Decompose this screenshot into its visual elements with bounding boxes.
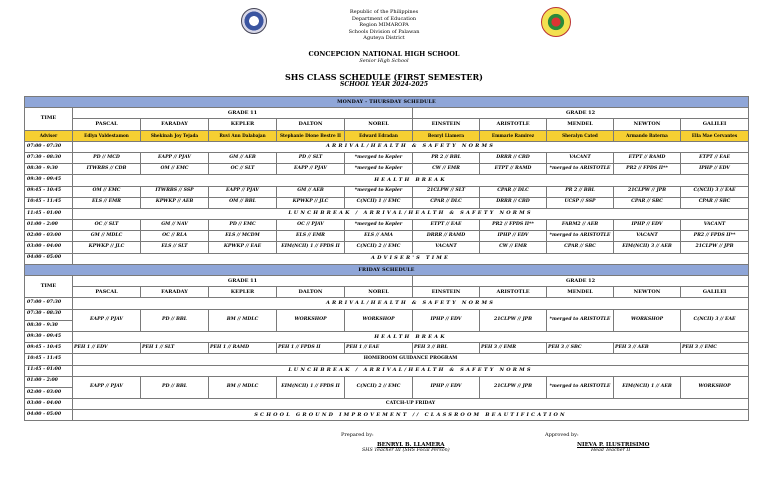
class-cell: C(NCII) 3 // EAE [681, 309, 749, 331]
class-cell: VACANT [413, 242, 480, 253]
activity-span: HEALTH BREAK [73, 175, 749, 186]
section-name: KEPLER [209, 119, 277, 130]
class-cell: OM // EMC [141, 164, 209, 175]
class-cell: PD // EMC [209, 220, 277, 231]
class-cell: C(NCII) 1 // EMC [345, 197, 413, 208]
section-name: EINSTEIN [413, 287, 480, 298]
adviser-label: Adviser [25, 130, 73, 141]
schedule-row [25, 331, 749, 342]
class-cell: PR2 // FPDS II** [614, 164, 681, 175]
friday-schedule-bar: FRIDAY SCHEDULE [25, 264, 749, 275]
section-name: FARADAY [141, 119, 209, 130]
time-slot: 04:00 - 05:00 [25, 253, 73, 264]
class-cell: GM // MDLC [73, 231, 141, 242]
adviser-name: Edward Edradan [345, 130, 413, 141]
class-cell: *merged to ARISTOTLE [547, 231, 614, 242]
header-line: Region MIMAROPA [359, 22, 409, 28]
class-cell: EAPP // PJAV [73, 376, 141, 398]
section-name: MENDEL [547, 287, 614, 298]
class-cell: ETPT // RAMD [480, 164, 547, 175]
adviser-name: Shekinah Joy Tejada [141, 130, 209, 141]
class-cell: BM // MDLC [209, 376, 277, 398]
section-name: NEWTON [614, 287, 681, 298]
schedule-row [25, 208, 749, 219]
activity-span: CATCH-UP FRIDAY [73, 399, 749, 410]
class-cell: OC // SLT [73, 220, 141, 231]
class-cell: PEH 3 // EMR [480, 343, 547, 354]
schedule-row [25, 253, 749, 264]
schedule-row [25, 399, 749, 410]
section-name: PASCAL [73, 119, 141, 130]
class-cell: ETPT // EAE [681, 152, 749, 163]
class-cell: OM // EMC [73, 186, 141, 197]
schedule-row [25, 354, 749, 365]
class-cell: *merged to Kepler [345, 152, 413, 163]
time-slot: 02:00 - 03:00 [25, 387, 73, 398]
time-slot: 01:00 - 2:00 [25, 220, 73, 231]
section-name: NOBEL [345, 119, 413, 130]
class-cell: IPHP // EDV [413, 376, 480, 398]
section-name: FARADAY [141, 287, 209, 298]
time-slot: 08:30 - 9:30 [25, 164, 73, 175]
class-cell: ETPT // RAMD [614, 152, 681, 163]
header-line: Aguteya District [363, 35, 405, 41]
header-line: Schools Division of Palawan [348, 28, 420, 35]
approved-by-label: Approved by: [545, 432, 579, 438]
grade-11-header: GRADE 11 [73, 108, 413, 119]
class-cell: PD // MCD [73, 152, 141, 163]
class-cell: ELS // EMR [277, 231, 345, 242]
schedule-row [25, 298, 749, 309]
class-cell: C(NCII) 2 // EMC [345, 242, 413, 253]
time-slot: 09:30 - 09:45 [25, 175, 73, 186]
activity-span: ARRIVAL/HEALTH & SAFETY NORMS [73, 141, 749, 152]
class-cell: PEH 3 // AEB [614, 343, 681, 354]
class-cell: GM // AEB [209, 152, 277, 163]
grade-header-row [25, 108, 749, 119]
adviser-name: Ruvi Ann Dalabajan [209, 130, 277, 141]
class-cell: GM // AEB [277, 186, 345, 197]
time-slot: 03:00 - 04:00 [25, 242, 73, 253]
activity-span: HEALTH BREAK [73, 331, 749, 342]
class-cell: VACANT [614, 231, 681, 242]
class-cell: *merged to Kepler [345, 186, 413, 197]
class-cell: DRRR // RAMD [413, 231, 480, 242]
section-name: EINSTEIN [413, 119, 480, 130]
class-cell: *merged to ARISTOTLE [547, 309, 614, 331]
schedule-row [25, 309, 749, 320]
class-cell: PEH 3 // BBL [413, 343, 480, 354]
approved-by-position: Head Teacher II [591, 447, 631, 453]
class-cell: UCSP // SSP [547, 197, 614, 208]
adviser-name: Emmarie Ramirez [480, 130, 547, 141]
class-cell: PEH 1 // FPDS II [277, 343, 345, 354]
time-slot: 09:45 - 10:45 [25, 343, 73, 354]
adviser-name: Armando Baterna [614, 130, 681, 141]
class-cell: CPAR // SBC [681, 197, 749, 208]
class-cell: GM // NAV [141, 220, 209, 231]
class-cell: EAPP // PJAV [209, 186, 277, 197]
time-slot: 10:45 - 11:45 [25, 354, 73, 365]
grade-12-header: GRADE 12 [413, 276, 749, 287]
class-cell: KPWKP // JLC [73, 242, 141, 253]
class-cell: EIM(NCII) 3 // AEB [614, 242, 681, 253]
class-cell: CW // EMR [413, 164, 480, 175]
section-name: GALILEI [681, 119, 749, 130]
grade-11-header: GRADE 11 [73, 276, 413, 287]
class-cell: EIM(NCII) 1 // FPDS II [277, 242, 345, 253]
class-cell: WORKSHOP [614, 309, 681, 331]
time-slot: 08:30 - 9:30 [25, 320, 73, 331]
class-cell: PD // BBL [141, 309, 209, 331]
class-cell: EIM(NCII) 1 // AEB [614, 376, 681, 398]
class-cell: CPAR // DLC [480, 186, 547, 197]
activity-span: HOMEROOM GUIDANCE PROGRAM [73, 354, 749, 365]
class-cell: PR2 // FPDS II** [480, 220, 547, 231]
section-name: KEPLER [209, 287, 277, 298]
class-cell: KPWKP // JLC [277, 197, 345, 208]
document-title: SHS CLASS SCHEDULE (FIRST SEMESTER) [285, 72, 483, 82]
time-slot: 03:00 - 04:00 [25, 399, 73, 410]
adviser-name: Ella Mae Cervantes [681, 130, 749, 141]
class-cell: IPHP // EDV [614, 220, 681, 231]
class-cell: 21CLPW // JPB [480, 376, 547, 398]
time-slot: 07:30 - 08:30 [25, 309, 73, 320]
schedule-row [25, 343, 749, 354]
class-cell: C(NCII) 2 // EMC [345, 376, 413, 398]
class-cell: IPHP // EDV [413, 309, 480, 331]
time-slot: 09:45 - 10:45 [25, 186, 73, 197]
header-line: Republic of the Philippines [349, 9, 419, 15]
class-cell: WORKSHOP [277, 309, 345, 331]
approved-by-name: NIEVA P. ILUSTRISIMO [577, 441, 650, 448]
prepared-by-label: Prepared by: [341, 432, 374, 438]
schedule-table [24, 96, 749, 421]
grade-header-row [25, 276, 749, 287]
class-cell: OC // SLT [209, 164, 277, 175]
class-cell: ITWRBS // CDB [73, 164, 141, 175]
time-slot: 04:00 - 05:00 [25, 410, 73, 421]
class-cell: VACANT [547, 152, 614, 163]
class-cell: PD // SLT [277, 152, 345, 163]
activity-span: LUNCHBREAK / ARRIVAL/HEALTH & SAFETY NORMS [73, 365, 749, 376]
section-name: ARISTOTLE [480, 119, 547, 130]
class-cell: CPAR // SBC [614, 197, 681, 208]
time-slot: 10:45 - 11:45 [25, 197, 73, 208]
mon-thu-schedule-bar: MONDAY - THURSDAY SCHEDULE [25, 97, 749, 108]
class-cell: DRRR // CBD [480, 197, 547, 208]
section-header-row [25, 287, 749, 298]
class-cell: ELS // SLT [141, 242, 209, 253]
prepared-by-block [341, 433, 450, 453]
class-cell: PEH 1 // SLT [141, 343, 209, 354]
class-cell: PR 2 // BBL [413, 152, 480, 163]
schedule-row [25, 231, 749, 242]
section-name: NOBEL [345, 287, 413, 298]
activity-span: LUNCHBREAK / ARRIVAL/HEALTH & SAFETY NORMS [73, 208, 749, 219]
school-subtitle: Senior High School [359, 58, 409, 64]
class-cell: PR2 // FPDS II** [681, 231, 749, 242]
class-cell: ITWRBS // SSP [141, 186, 209, 197]
school-name: CONCEPCION NATIONAL HIGH SCHOOL [308, 50, 460, 58]
class-cell: WORKSHOP [345, 309, 413, 331]
class-cell: 21CLPW // SLT [413, 186, 480, 197]
approved-by-block [545, 433, 649, 453]
class-cell: EIM(NCII) 1 // FPDS II [277, 376, 345, 398]
section-bar-row [25, 97, 749, 108]
class-cell: OM // BBL [209, 197, 277, 208]
class-cell: EAPP // PJAV [73, 309, 141, 331]
class-cell: OC // PJAV [277, 220, 345, 231]
class-cell: PEH 3 // EMC [681, 343, 749, 354]
activity-span: ADVISER'S TIME [73, 253, 749, 264]
class-cell: PEH 1 // RAMD [209, 343, 277, 354]
class-cell: PEH 3 // SBC [547, 343, 614, 354]
class-cell: ELS // AMA [345, 231, 413, 242]
prepared-by-name: BENRYL B. LLAMERA [377, 441, 445, 448]
class-cell: *merged to ARISTOTLE [547, 376, 614, 398]
section-name: DALTON [277, 287, 345, 298]
class-cell: ELS // MCDM [209, 231, 277, 242]
schedule-row [25, 410, 749, 421]
time-slot: 09:30 - 09:45 [25, 331, 73, 342]
class-cell: 21CLPW // JPB [681, 242, 749, 253]
class-cell: OC // RLA [141, 231, 209, 242]
schedule-row [25, 365, 749, 376]
class-cell: VACANT [681, 220, 749, 231]
header-line: Department of Education [351, 15, 417, 22]
schedule-row [25, 242, 749, 253]
section-bar-row [25, 264, 749, 275]
time-slot: 07:30 - 08:30 [25, 152, 73, 163]
prepared-by-position: SHS Teacher III (SHS Focal Person) [362, 447, 450, 453]
class-cell: PEH 1 // EAE [345, 343, 413, 354]
class-cell: WORKSHOP [681, 376, 749, 398]
adviser-name: Benryl Llamera [413, 130, 480, 141]
time-slot: 02:00 - 03:00 [25, 231, 73, 242]
class-cell: PD // BBL [141, 376, 209, 398]
class-cell: PR 2 // BBL [547, 186, 614, 197]
time-slot: 07:00 - 07:30 [25, 298, 73, 309]
class-cell: C(NCII) 3 // EAE [681, 186, 749, 197]
class-cell: ELS // EMR [73, 197, 141, 208]
class-cell: BM // MDLC [209, 309, 277, 331]
class-cell: PEH 1 // EDV [73, 343, 141, 354]
time-column-header: TIME [25, 108, 73, 130]
time-slot: 07:00 - 07:30 [25, 141, 73, 152]
activity-span: ARRIVAL/HEALTH & SAFETY NORMS [73, 298, 749, 309]
class-cell: CPAR // SBC [547, 242, 614, 253]
class-cell: EAPP // PJAV [277, 164, 345, 175]
schedule-row [25, 175, 749, 186]
time-slot: 11:45 - 01:00 [25, 365, 73, 376]
grade-12-header: GRADE 12 [413, 108, 749, 119]
document-header [0, 0, 768, 98]
adviser-name: Sheralyn Cated [547, 130, 614, 141]
section-name: PASCAL [73, 287, 141, 298]
class-cell: IPHP // EDV [480, 231, 547, 242]
class-cell: CPAR // DLC [413, 197, 480, 208]
schedule-row [25, 376, 749, 387]
section-name: GALILEI [681, 287, 749, 298]
class-cell: KPWKP // EAE [209, 242, 277, 253]
class-cell: CW // EMR [480, 242, 547, 253]
class-cell: IPHP // EDV [681, 164, 749, 175]
section-name: ARISTOTLE [480, 287, 547, 298]
section-name: DALTON [277, 119, 345, 130]
class-cell: 21CLPW // JPB [480, 309, 547, 331]
class-cell: FABM2 // AEB [547, 220, 614, 231]
adviser-row [25, 130, 749, 141]
class-cell: *merged to ARISTOTLE [547, 164, 614, 175]
section-name: MENDEL [547, 119, 614, 130]
schedule-row [25, 164, 749, 175]
school-year: SCHOOL YEAR 2024-2025 [339, 81, 428, 88]
class-cell: ETPT // EAE [413, 220, 480, 231]
section-header-row [25, 119, 749, 130]
class-cell: KPWKP // AEB [141, 197, 209, 208]
class-cell: 21CLPW // JPB [614, 186, 681, 197]
section-name: NEWTON [614, 119, 681, 130]
class-cell: DRRR // CBD [480, 152, 547, 163]
time-column-header: TIME [25, 276, 73, 298]
class-cell: EAPP // PJAV [141, 152, 209, 163]
schedule-row [25, 152, 749, 163]
adviser-name: Stephanie Dione Bestre II [277, 130, 345, 141]
adviser-name: Edlyn Valdestamon [73, 130, 141, 141]
time-slot: 01:00 - 2:00 [25, 376, 73, 387]
schedule-row [25, 197, 749, 208]
schedule-row [25, 186, 749, 197]
class-cell: *merged to Kepler [345, 164, 413, 175]
time-slot: 11:45 - 01:00 [25, 208, 73, 219]
activity-span: SCHOOL GROUND IMPROVEMENT // CLASSROOM BEAUTIFICATION [73, 410, 749, 421]
schedule-row [25, 220, 749, 231]
class-cell: *merged to Kepler [345, 220, 413, 231]
schedule-row [25, 141, 749, 152]
